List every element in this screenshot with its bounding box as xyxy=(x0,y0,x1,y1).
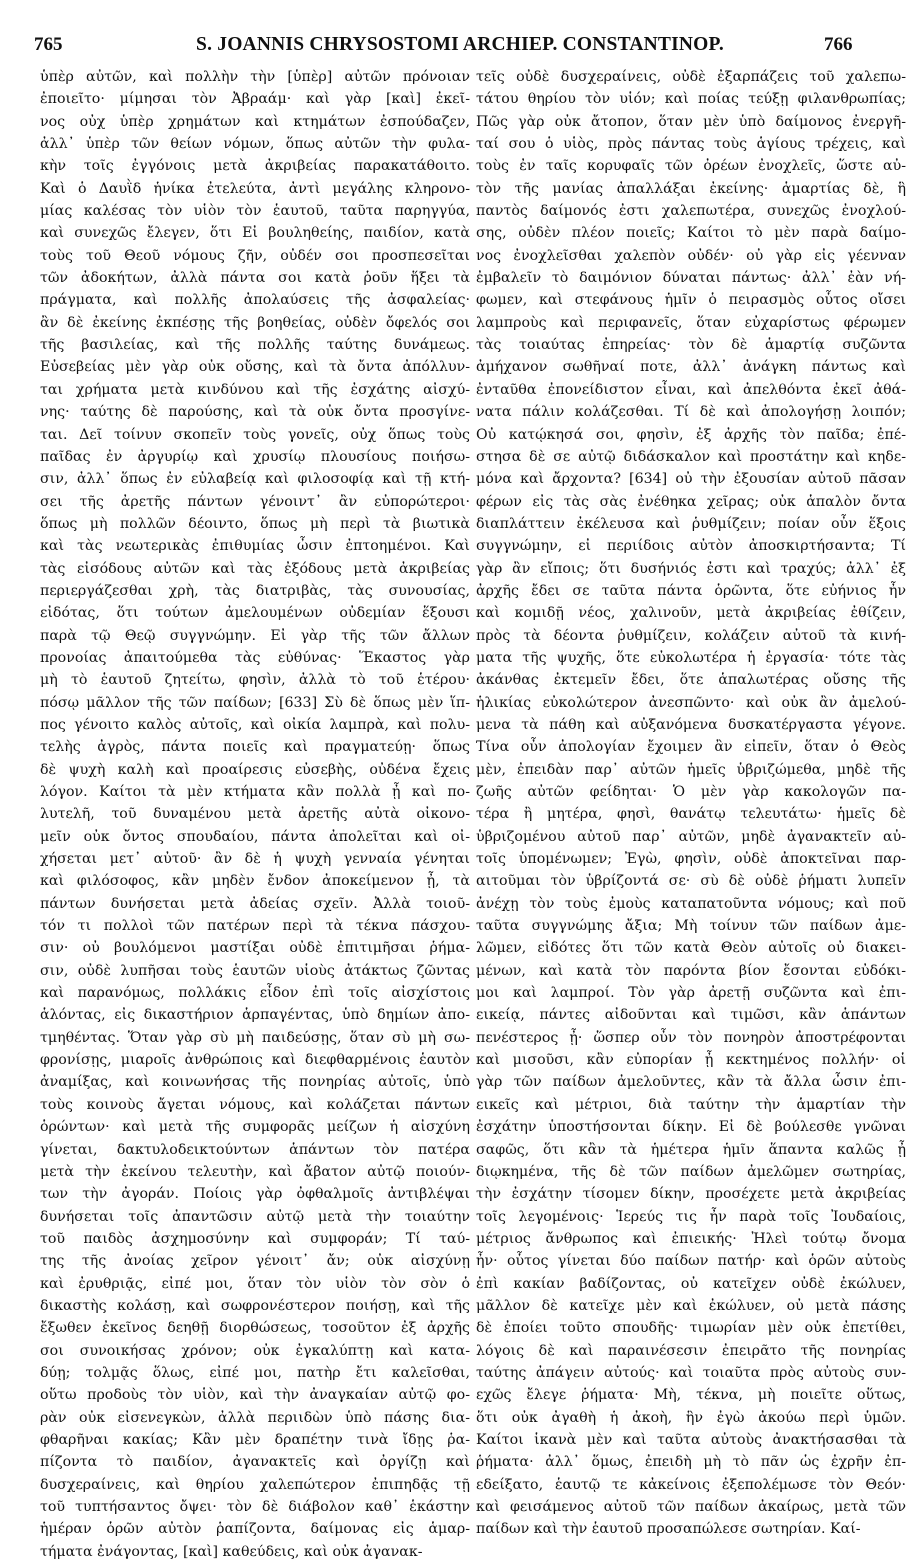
text-line: παντὸς δαίμονός ἐστι χαλεπωτέρα, συνεχῶς ἐνοχλού- xyxy=(476,203,906,220)
text-line: καὶ συνεχῶς ἔλεγεν, ὅτι Εἰ βουληθείης, παιδίον, κατὰ xyxy=(40,225,470,242)
text-line: φέρων εἰς τὰς σὰς ἐνέθηκα χεῖρας; οὐκ ἁπαλὸν ὄντα xyxy=(476,493,906,510)
text-line: ὅτι οὐκ ἀγαθὴ ἡ ἀκοὴ, ἣν ἐγὼ ἀκούω περὶ ὑμῶν. xyxy=(476,1409,906,1426)
text-line: μενα τὰ πάθη καὶ αὐξανόμενα δυσκατέργαστα γέγονε. xyxy=(476,716,906,733)
text-line: λόγοις δὲ καὶ παραινέσεσιν ἐπειρᾶτο τῆς πονηρίας xyxy=(476,1342,906,1359)
text-line: εικεῖς καὶ μέτριοι, διὰ ταύτην τὴν ἁμαρτίαν τὴν xyxy=(476,1096,906,1113)
text-line: μετὰ τὴν ἐκείνου τελευτὴν, καὶ ἄβατον αὐτῷ ποιούν- xyxy=(40,1163,470,1180)
text-line: συγγνώμην, εἰ περιίδοις αὐτὸν ἀποσκιρτήσαντα; Τί xyxy=(476,538,906,555)
text-line: δύῃ; τολμᾷς ὅλως, εἰπέ μοι, πατὴρ ἔτι καλεῖσθαι, xyxy=(40,1364,470,1381)
text-line: νος ἐνοχλεῖσθαι χαλεπὸν οὐδέν· οὐ γὰρ εἰς γέενναν xyxy=(476,247,906,264)
text-line: τάτου θηρίου τὸν υἱόν; καὶ ποίας τεύξῃ φιλανθρωπίας; xyxy=(476,91,906,108)
text-line: ἐμβαλεῖν τὸ δαιμόνιον δύναται πάντως· ἀλλ᾽ ἐὰν νή- xyxy=(476,270,906,287)
running-title: S. JOANNIS CHRYSOSTOMI ARCHIEP. CONSTANTINOP. xyxy=(196,34,724,55)
text-line: μέτριος ἄνθρωπος καὶ ἐπιεικής· Ἠλεὶ τούτῳ ὄνομα xyxy=(476,1230,906,1247)
text-line: καὶ φιλόσοφος, κἂν μηδὲν ἔνδον ἀποκείμενον ᾖ, τὰ xyxy=(40,873,470,890)
text-line: Πῶς γὰρ οὐκ ἄτοπον, ὅταν μὲν ὑπὸ δαίμονος ἐνεργῆ- xyxy=(476,113,906,130)
text-line: Οὐ κατῴκησά σοι, φησὶν, ἐξ ἀρχῆς τὸν παῖδα; ἐπέ- xyxy=(476,426,906,443)
text-line: Καίτοι ἱκανὰ μὲν καὶ ταῦτα αὐτοὺς ἀνακτήσασθαι τὰ xyxy=(476,1431,906,1448)
text-line: μὴ τὸ ἑαυτοῦ ζητείτω, φησὶν, ἀλλὰ τὸ τοῦ ἑτέρου· xyxy=(40,672,470,689)
text-line: μὲν, ἐπειδὰν παρ᾽ αὐτῶν ἡμεῖς ὑβριζώμεθα, μηδὲ τῆς xyxy=(476,761,906,778)
text-line: αιτοῦμαι τὸν ὑβρίζοντά σε· σὺ δὲ οὐδὲ ῥήματι λυπεῖν xyxy=(476,873,906,890)
text-line: μεῖν οὐκ ὄντος σπουδαίου, πάντα ἀπολεῖται καὶ οἰ- xyxy=(40,828,470,845)
text-line: ἐπὶ κακίαν βαδίζοντας, οὐ κατεῖχεν οὐδὲ ἐκώλυεν, xyxy=(476,1275,906,1292)
text-line: Εὐσεβείας μὲν γὰρ οὐκ οὔσης, καὶ τὰ ὄντα ἀπόλλυν- xyxy=(40,359,470,376)
text-line: τὰς τοιαύτας ἐπηρείας· τὸν δὲ ἁμαρτίᾳ συζῶντα xyxy=(476,337,906,354)
text-line: ἐνταῦθα ἐπονείδιστον εἶναι, καὶ ἀπελθόντα ἐκεῖ ἀθά- xyxy=(476,381,906,398)
page-header xyxy=(0,34,920,64)
text-line: μᾶλλον δὲ κατεῖχε μὲν καὶ ἐκώλυεν, οὐ μετὰ πάσης xyxy=(476,1297,906,1314)
text-line: σης, οὐδὲν πλέον ποιεῖς; Καίτοι τὸ μὲν παρὰ δαίμο- xyxy=(476,225,906,242)
text-line: παρὰ τῷ Θεῷ συγγνώμην. Εἰ γὰρ τῆς τῶν ἄλλων xyxy=(40,627,470,644)
text-line: νατα πάλιν κολάζεσθαι. Τί δὲ καὶ ἀπολογήσῃ λοιπόν; xyxy=(476,404,906,421)
text-line: τοὺς κοινοὺς ἄγεται νόμους, καὶ κολάζεται πάντων xyxy=(40,1096,470,1113)
text-line: ῥήματα· ἀλλ᾽ ὅμως, ἐπειδὴ μὴ τὸ πᾶν ὡς ἐχρῆν ἐπ- xyxy=(476,1454,906,1471)
text-line: τοὺς ἐν ταῖς κορυφαῖς τῶν ὀρέων ἐνοχλεῖς, ὥστε αὐ- xyxy=(476,158,906,175)
text-line: φρονίσῃς, μιαροῖς ἀνθρώποις καὶ διεφθαρμένοις ἑαυτὸν xyxy=(40,1052,470,1069)
text-line: τοῦ τυπτήσαντος ὄψει· τὸν δὲ διάβολον καθ᾽ ἑκάστην xyxy=(40,1499,470,1515)
text-line: καὶ τὰς νεωτερικὰς ἐπιθυμίας ὦσιν ἐπτοημένοι. Καὶ xyxy=(40,538,470,555)
text-line: χήσεται μετ᾽ αὐτοῦ· ἂν δὲ ἡ ψυχὴ γενναία γένηται xyxy=(40,851,470,868)
text-line: πρὸς τὰ δέοντα ῥυθμίζειν, κολάζειν αὐτοῦ τὰ κινή- xyxy=(476,627,906,644)
text-line: παῖδας ἐν ἀργυρίῳ καὶ χρυσίῳ πλουσίους ποιήσω- xyxy=(40,448,470,465)
text-line: δυνήσεται τοῖς ἀπαντῶσιν αὐτῷ μετὰ τὴν τοιαύτην xyxy=(40,1208,470,1225)
text-line: τελὴς ἀγρὸς, πάντα ποιεῖς καὶ πραγματεύῃ· ὅπως xyxy=(40,739,470,756)
text-line: δὲ ψυχὴ καλὴ καὶ προαίρεσις εὐσεβὴς, οὐδένα ἔχεις xyxy=(40,761,470,778)
text-line: ὑβριζομένου αὐτοῦ παρ᾽ αὐτῶν, μηδὲ ἀγανακτεῖν αὐ- xyxy=(476,828,906,845)
text-line: πάντων δυνήσεται μετὰ ἀδείας σχεῖν. Ἀλλὰ τοιοῦ- xyxy=(40,895,470,912)
text-line: τὴν ἐσχάτην τίσομεν δίκην, προσέχετε μετὰ ἀκριβείας xyxy=(476,1186,906,1203)
text-line: τεῖς οὐδὲ δυσχεραίνεις, οὐδὲ ἐξαρπάζεις τοῦ χαλεπω- xyxy=(476,69,906,85)
text-line: ὁρώντων· καὶ μετὰ τῆς συμφορᾶς μείζων ἡ αἰσχύνη xyxy=(40,1119,470,1136)
text-line: γὰρ ἂν εἴποις; ὅτι δυσήνιός ἐστι καὶ τραχύς; ἀλλ᾽ ἐξ xyxy=(476,560,906,577)
text-line: σιν, ἀλλ᾽ ὅπως ἐν εὐλαβείᾳ καὶ φιλοσοφίᾳ καὶ τῇ κτή- xyxy=(40,471,470,488)
text-line: μίας καλέσας τὸν υἱὸν τὸν ἑαυτοῦ, ταῦτα παρηγγύα, xyxy=(40,203,470,220)
text-line: πράγματα, καὶ πολλῆς ἀπολαύσεις τῆς ἀσφαλείας· xyxy=(40,292,470,309)
text-line: στησα δὲ σε αὐτῷ διδάσκαλον καὶ προστάτην καὶ κηδε- xyxy=(476,448,906,465)
text-line: δὲ ἐποίει τοῦτο σπουδῆς· τιμωρίαν μὲν οὐκ ἐπετίθει, xyxy=(476,1320,906,1337)
text-line: τὰς εἰσόδους αὐτῶν καὶ τὰς ἐξόδους μετὰ ἀκριβείας xyxy=(40,560,470,577)
text-line: των τὴν ἀγοράν. Ποίοις γὰρ ὀφθαλμοῖς ἀντιβλέψαι xyxy=(40,1186,470,1203)
text-line: τὸν τῆς μανίας ἀπαλλάξαι ἐκείνης· ἁμαρτίας δὲ, ἣ xyxy=(476,180,906,197)
text-line: μόνα καὶ ἄρχοντα? [634] οὐ τὴν ἐξουσίαν αὐτοῦ πᾶσαν xyxy=(476,471,906,488)
text-line: ὑπὲρ αὐτῶν, καὶ πολλὴν τὴν [ὑπὲρ] αὐτῶν πρόνοιαν xyxy=(40,69,470,85)
text-line: λῶμεν, εἰδότες ὅτι τῶν κατὰ Θεὸν αὐτοῖς οὐ διακει- xyxy=(476,940,906,957)
text-line: ἁλόντας, εἰς δικαστήριον ἁρπαγέντας, ὑπὸ δημίων ἀπο- xyxy=(40,1007,470,1024)
text-line: μοι καὶ λαμπροί. Τὸν γὰρ ἀρετῇ συζῶντα καὶ ἐπι- xyxy=(476,985,906,1002)
text-line: της τῆς ἀνοίας χεῖρον γένοιτ᾽ ἄν; οὐκ αἰσχύνῃ xyxy=(40,1253,470,1270)
text-line: πόσῳ μᾶλλον τῆς τῶν παίδων; [633] Σὺ δὲ ὅπως μὲν ἵπ- xyxy=(40,694,470,711)
text-line: ταύτης ἀπάγειν αὐτούς· καὶ τοιαῦτα πρὸς αὐτοὺς συν- xyxy=(476,1364,906,1381)
text-line: ἡμέραν ὁρῶν αὐτὸν ῥαπίζοντα, δαίμονας εἰς ἁμαρ- xyxy=(40,1521,470,1538)
text-line: σιν· οὐ βουλόμενοι μαστίξαι οὐδὲ ἐπιτιμῆσαι ῥήμα- xyxy=(40,940,470,957)
text-line: εἰδότας, ὅτι τούτων ἀμελουμένων οὐδεμίαν ἕξουσι xyxy=(40,605,470,622)
text-line: πενέστερος ᾖ· ὥσπερ οὖν τὸν πονηρὸν ἀποστρέφονται xyxy=(476,1029,906,1046)
text-line: ταί σου ὁ υἱὸς, πρὸς πάντας τοὺς ἁγίους τρέχεις, καὶ xyxy=(476,136,906,153)
text-line: σαφῶς, ὅτι κἂν τὰ ἡμέτερα ἡμῖν ἅπαντα καλῶς ᾖ xyxy=(476,1141,906,1158)
text-line: Τίνα οὖν ἀπολογίαν ἔχοιμεν ἂν εἰπεῖν, ὅταν ὁ Θεὸς xyxy=(476,739,906,756)
text-line: προνοίας ἀπαιτούμεθα τὰς εὐθύνας· Ἕκαστος γὰρ xyxy=(40,649,470,666)
text-line: καὶ φεισάμενος αὐτοῦ τῶν παίδων ἀκαίρως, μετὰ τῶν xyxy=(476,1499,906,1515)
text-line: παίδων καὶ τὴν ἑαυτοῦ προσαπώλεσε σωτηρίαν. Καί- xyxy=(476,1521,861,1538)
text-line: τόν τι πολλοὶ τῶν πατέρων περὶ τὰ τέκνα πάσχου- xyxy=(40,918,470,935)
text-line: ἀρχῆς ἔδει σε ταῦτα πάντα ὁρῶντα, ὅτε εὐήνιος ἦν xyxy=(476,582,906,599)
text-line: τοῖς ὑπομένωμεν; Ἐγὼ, φησὶν, οὐδὲ ἀποκτεῖναι παρ- xyxy=(476,851,906,868)
text-line: πος γένοιτο καλὸς αὐτοῖς, καὶ οἰκία λαμπρὰ, καὶ πολυ- xyxy=(40,716,470,733)
text-line: ἀναμίξας, καὶ κοινωνήσας τῆς πονηρίας αὐτοῖς, ὑπὸ xyxy=(40,1074,470,1091)
text-line: κὴν τοῖς ἐγγόνοις μετὰ ἀκριβείας παρακατάθοιτο. xyxy=(40,158,470,175)
text-line: καὶ κομιδῇ νέος, χαλινοῦν, μετὰ ἀκριβείας ἐθίζειν, xyxy=(476,605,906,622)
text-line: δυσχεραίνεις, καὶ θηρίου χαλεπώτερον ἐπιπηδᾷς τῇ xyxy=(40,1476,470,1493)
text-line: σοι συνοικήσας χρόνον; οὐκ ἐγκαλύπτῃ καὶ κατα- xyxy=(40,1342,470,1359)
text-line: γὰρ τῶν παίδων ἀμελοῦντες, κἂν τὰ ἄλλα ὦσιν ἐπι- xyxy=(476,1074,906,1091)
text-line: ἀκάνθας ἐκτεμεῖν ἔδει, ὅτε ἁπαλωτέρας οὔσης τῆς xyxy=(476,672,906,689)
text-line: τέρα ἢ μητέρα, φησὶ, θανάτῳ τελευτάτω· ἡμεῖς δὲ xyxy=(476,806,906,823)
text-line: τοῦ παιδὸς ἀσχημοσύνην καὶ συμφοράν; Τί ταύ- xyxy=(40,1230,470,1247)
text-line: μένων, καὶ κατὰ τὸν παρόντα βίον ἔσονται εὐδόκι- xyxy=(476,962,906,979)
text-line: τμηθέντας. Ὅταν γὰρ σὺ μὴ παιδεύσῃς, ὅταν σὺ μὴ σω- xyxy=(40,1029,470,1046)
text-line: τῶν ἀδοκήτων, ἀλλὰ πάντα σοι κατὰ ῥοῦν ἥξει τὰ xyxy=(40,270,470,287)
text-line: διαπλάττειν ἐκέλευσα καὶ ῥυθμίζειν; ποίαν οὖν ἕξοις xyxy=(476,515,906,532)
text-line: ἐσχάτην ὑποστήσονται δίκην. Εἰ δὲ βούλεσθε γνῶναι xyxy=(476,1119,906,1136)
text-line: ἔξωθεν ἐκεῖνος δεηθῇ διορθώσεως, τοσοῦτον ἐξ ἀρχῆς xyxy=(40,1320,470,1337)
text-line: εχῶς ἔλεγε ῥήματα· Μὴ, τέκνα, μὴ ποιεῖτε οὕτως, xyxy=(476,1387,906,1404)
text-line: φθαρῆναι κακίας; Κἂν μὲν δραπέτην τινὰ ἴδῃς ῥα- xyxy=(40,1431,470,1448)
text-line: διῳκημένα, τῆς δὲ τῶν παίδων ἀμελῶμεν σωτηρίας, xyxy=(476,1163,906,1180)
text-line: περιεργάζεσθαι χρὴ, τὰς διατριβὰς, τὰς συνουσίας, xyxy=(40,582,470,599)
text-line: Καὶ ὁ Δαυῒδ ἡνίκα ἐτελεύτα, ἀντὶ μεγάλης κληρονο- xyxy=(40,180,470,197)
right-text-column xyxy=(476,66,906,1541)
text-line: σιν, οὐδὲ λυπῆσαι τοὺς ἑαυτῶν υἱοὺς ἀτάκτως ζῶντας xyxy=(40,962,470,979)
text-line: ται. Δεῖ τοίνυν σκοπεῖν τοὺς γονεῖς, οὐχ ὅπως τοὺς xyxy=(40,426,470,443)
text-line: λόγον. Καίτοι τὰ μὲν κτήματα κἂν πολλὰ ᾖ καὶ πο- xyxy=(40,784,470,800)
text-line: τοὺς τοῦ Θεοῦ νόμους ζῆν, οὐδέν σοι προσπεσεῖται xyxy=(40,247,470,264)
text-line: τήματα ἐνάγοντας, [καὶ] καθεύδεις, καὶ οὐκ ἀγανακ- xyxy=(40,1543,423,1560)
text-line: καὶ μισοῦσι, κἂν εὐπορίαν ᾖ κεκτημένος πολλήν· οἱ xyxy=(476,1052,906,1069)
text-line: καὶ ἐρυθριᾷς, εἰπέ μοι, ὅταν τὸν υἱὸν τὸν σὸν ὁ xyxy=(40,1275,470,1292)
right-page-number: 766 xyxy=(824,34,853,55)
text-line: νος οὐχ ὑπὲρ χρημάτων καὶ κτημάτων ἐσπούδαζεν, xyxy=(40,113,470,130)
text-line: ματα τῆς ψυχῆς, ὅτε εὐκολωτέρα ἡ ἐργασία· τότε τὰς xyxy=(476,649,906,666)
text-line: ἀμήχανον σωθῆναί ποτε, ἀλλ᾽ ἀνάγκη πάντως καὶ xyxy=(476,359,906,376)
text-line: ρὰν οὐκ εἰσενεγκὼν, ἀλλὰ περιιδὼν ὑπὸ πάσης δια- xyxy=(40,1409,470,1426)
text-line: εικείᾳ, πάντες αἰδοῦνται καὶ τιμῶσι, κἂν ἁπάντων xyxy=(476,1007,906,1024)
text-line: ἀλλ᾽ ὑπὲρ τῶν θείων νόμων, ὅπως αὐτῶν τὴν φυλα- xyxy=(40,136,470,153)
text-line: καὶ παρανόμως, πολλάκις εἶδον ἐπὶ τοῖς αἰσχίστοις xyxy=(40,985,470,1002)
text-line: ται χρήματα μετὰ κινδύνου καὶ τῆς ἐσχάτης αἰσχύ- xyxy=(40,381,470,398)
text-line: φωμεν, καὶ στεφάνους ἡμῖν ὁ πειρασμὸς οὗτος οἴσει xyxy=(476,292,906,309)
text-line: σει τῆς ἀρετῆς πάντων γένοιντ᾽ ἂν εὐπορώτεροι· xyxy=(40,493,470,510)
text-line: ἡλικίας εὐκολώτερον ἀνεσπῶντο· καὶ οὐκ ἂν ἀμελού- xyxy=(476,694,906,711)
text-line: λαμπροὺς καὶ περιφανεῖς, ὅταν εὐχαρίστως φέρωμεν xyxy=(476,314,906,331)
text-line: εδείξατο, ἑαυτῷ τε κἀκείνοις ἐξεπολέμωσε τὸν Θεόν· xyxy=(476,1476,906,1493)
text-line: γίνεται, δακτυλοδεικτούντων ἁπάντων τὸν πατέρα xyxy=(40,1141,470,1158)
text-line: ἀνέχῃ τὸν τοὺς ἐμοὺς καταπατοῦντα νόμους; καὶ ποῦ xyxy=(476,895,906,912)
text-line: δικαστὴς κολάσῃ, καὶ σωφρονέστερον ποιήσῃ, καὶ τῆς xyxy=(40,1297,470,1314)
text-line: οὕτω προδοὺς τὸν υἱὸν, καὶ τὴν ἀναγκαίαν αὐτῷ φο- xyxy=(40,1387,470,1404)
text-line: λυτελῆ, τοῦ δυναμένου μετὰ ἀρετῆς αὐτὰ οἰκονο- xyxy=(40,806,470,823)
text-line: ἦν· οὗτος γίνεται δύο παίδων πατήρ· καὶ ὁρῶν αὐτοὺς xyxy=(476,1253,906,1270)
left-text-column xyxy=(40,66,470,1563)
text-line: ταῦτα συγγνώμης ἄξια; Μὴ τοίνυν τῶν παίδων ἀμε- xyxy=(476,918,906,935)
text-line: ζωῆς αὐτῶν φείδηται· Ὁ μὲν γὰρ κακολογῶν πα- xyxy=(476,784,906,800)
text-line: τῆς βασιλείας, καὶ τῆς πολλῆς ταύτης δυνάμεως. xyxy=(40,337,470,354)
left-page-number: 765 xyxy=(34,34,63,55)
text-line: τοῖς λεγομένοις· Ἱερεύς τις ἦν παρὰ τοῖς Ἰουδαίοις, xyxy=(476,1208,906,1225)
text-line: ἐποιεῖτο· μίμησαι τὸν Ἀβραάμ· καὶ γὰρ [καὶ] ἐκεῖ- xyxy=(40,91,470,108)
text-line: νης· ταύτης δὲ παρούσης, καὶ τὰ οὐκ ὄντα προσγίνε- xyxy=(40,404,470,421)
text-line: ἂν δὲ ἐκείνης ἐκπέσῃς τῆς βοηθείας, οὐδὲν ὄφελός σοι xyxy=(40,314,470,331)
text-line: ὅπως μὴ πολλῶν δέοιντο, ὅπως μὴ περὶ τὰ βιωτικὰ xyxy=(40,515,470,532)
text-line: πίζοντα τὸ παιδίον, ἀγανακτεῖς καὶ ὀργίζῃ καὶ xyxy=(40,1454,470,1471)
